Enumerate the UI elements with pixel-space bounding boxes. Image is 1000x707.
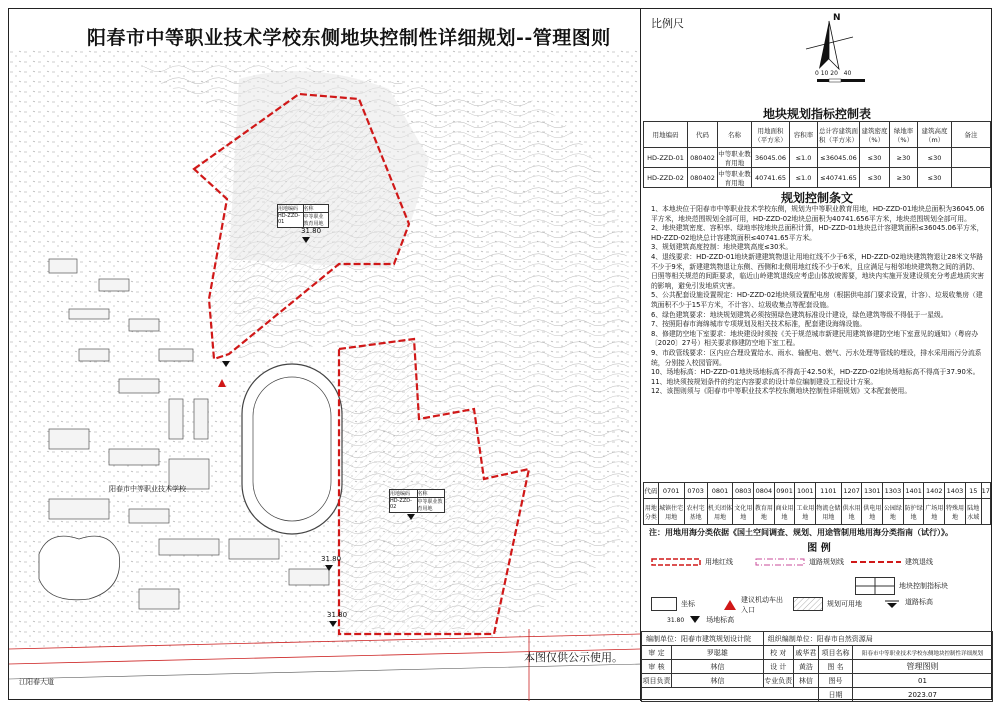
organizer-cell xyxy=(763,632,992,646)
ctrl-cell: ≤1.0 xyxy=(790,168,818,188)
right-panel xyxy=(641,9,993,701)
pool xyxy=(39,536,120,600)
review-label: 审 定 xyxy=(642,646,672,660)
name-cell: 工业用地 xyxy=(795,499,816,525)
legend-road-elev xyxy=(883,595,933,609)
elevation-label-a: 31.80 xyxy=(321,555,342,563)
ctrl-cell: ≤36045.06 xyxy=(818,148,860,168)
ctrl-cell: 中等职业教育用地 xyxy=(718,169,751,187)
scale-bar-icon xyxy=(817,79,865,82)
ctrl-header: 名称 xyxy=(718,122,752,148)
code-cell: 0901 xyxy=(774,483,795,499)
ctrl-header: 总计容建筑面积（平方米） xyxy=(818,122,860,148)
legend-site-elev-label: 场地标高 xyxy=(706,616,735,624)
clause-item: 1、本地块位于阳春市中等职业技术学校东侧，规划为中等职业教育用地，HD-ZZD-01地块总面积为36045.06平方米，地块范围规划全部可用，HD-ZZD-02地块总面积为40741.656平方米，地块范围规划全部可用。 xyxy=(651,205,985,223)
date: 2023.07 xyxy=(853,688,993,702)
title-block xyxy=(641,631,993,702)
clause-item: 5、公共配套设施设置规定：HD-ZZD-02地块须设置配电房（根据供电部门要求设置，计容）、垃圾收集房（建筑面积不少于15平方米，不计容）、垃圾收集点等配套设施。 xyxy=(651,291,983,309)
clause-item: 3、规划建筑高度控制：地块建筑高度≤30米。 xyxy=(651,243,793,252)
name-cell: 供水用地 xyxy=(841,499,862,525)
clause-item: 7、按照阳春市海绵城市专项规划及相关技术标准，配套建设海绵设施。 xyxy=(651,320,867,329)
ctrl-cell: ≤30 xyxy=(860,168,890,188)
legend-coord-label: 坐标 xyxy=(681,600,695,608)
plot-label-header-code: 用地编码 xyxy=(278,205,304,212)
legend-entrance-label: 建议机动车出入口 xyxy=(741,596,783,614)
ctrl-header: 绿地率（%） xyxy=(890,122,918,148)
control-table xyxy=(643,121,991,188)
ctrl-cell: 40741.65 xyxy=(752,168,790,188)
ctrl-header: 用地面积（平方米） xyxy=(752,122,790,148)
usable-land-icon xyxy=(793,597,823,611)
legend-road-elev-label: 道路标高 xyxy=(905,598,933,606)
boundary-line-icon xyxy=(651,558,701,566)
legend-usable xyxy=(793,597,862,611)
sheet-no-label: 图号 xyxy=(819,674,853,688)
ctrl-cell: 中等职业教育用地 xyxy=(718,149,751,167)
code-cell: 0801 xyxy=(707,483,733,499)
code-cell: 代码 xyxy=(644,483,659,499)
school-label: 阳春市中等职业技术学校 xyxy=(109,485,186,493)
plot-label-header-name-2: 名称 xyxy=(417,491,428,497)
plot-02-use: 中等职业教育用地 xyxy=(417,499,443,512)
ctrl-header: 代码 xyxy=(688,122,718,148)
approve-label: 项目负责 xyxy=(642,674,672,688)
code-cell: 1402 xyxy=(924,483,945,499)
code-cell: 15 xyxy=(965,483,981,499)
ctrl-header: 建筑高度（m） xyxy=(918,122,952,148)
elevation-label-c: 31.80 xyxy=(301,227,322,235)
legend-build-line xyxy=(851,557,933,567)
name-cell: 机关团体用地 xyxy=(707,499,733,525)
ctrl-cell: ≥30 xyxy=(890,148,918,168)
table-row xyxy=(644,168,991,188)
legend-elev-sample: 31.80 xyxy=(667,616,685,624)
name-cell: 防护绿地 xyxy=(903,499,924,525)
legend-build-line-label: 建筑退线 xyxy=(905,558,933,566)
north-label: N xyxy=(833,13,841,23)
project-label: 项目名称 xyxy=(819,646,853,660)
legend-usable-label: 规划可用地 xyxy=(827,600,862,608)
designer: 黄浩 xyxy=(793,660,818,674)
drawing-name: 管理图则 xyxy=(853,660,993,674)
clause-item: 9、市政管线要求：区内应合理设置给水、雨水、输配电、燃气、污水处理等管线的埋设，排水采用雨污分流系统，分别接入校园管网。 xyxy=(651,348,982,367)
road-edge xyxy=(9,664,641,679)
legend-road-line-label: 道路规划线 xyxy=(809,558,844,566)
scale-title: 比例尺 xyxy=(651,17,684,30)
ctrl-cell: 36045.06 xyxy=(752,148,790,168)
plot-01-code: HD-ZZD-01 xyxy=(278,213,304,227)
name-cell: 广场用地 xyxy=(924,499,945,525)
code-cell: 1001 xyxy=(795,483,816,499)
road-label: 江阳春大道 xyxy=(19,678,54,686)
ctrl-cell: ≥30 xyxy=(890,168,918,188)
name-cell: 供电用地 xyxy=(862,499,883,525)
date-label: 日期 xyxy=(819,688,853,702)
code-cell: 1401 xyxy=(903,483,924,499)
clause-item: 6、绿色建筑要求：地块规划建筑必须按照绿色建筑标准设计建设，绿色建筑等级不得低于一星级。 xyxy=(651,310,948,319)
legend-coord xyxy=(651,597,695,611)
clause-item: 8、修建防空地下室要求：地块建设时须按《关于规范城市新建民用建筑修建防空地下室意见的通知》（粤府办〔2020〕27号）相关要求修建防空地下室工程。 xyxy=(651,329,979,348)
clause-item: 10、场地标高：HD-ZZD-01地块场地标高不得高于42.50米，HD-ZZD-02地块场地标高不得高于37.90米。 xyxy=(651,368,980,377)
name-cell: 物流仓储用地 xyxy=(816,499,842,525)
plot-label-header-code-2: 用地编码 xyxy=(390,490,418,497)
design-label: 设 计 xyxy=(763,660,793,674)
compiler: 阳春市建筑规划设计院 xyxy=(681,634,751,643)
ctrl-header: 用地编码 xyxy=(644,122,688,148)
site-elevation-icon xyxy=(688,615,702,625)
code-cell: 0804 xyxy=(754,483,775,499)
clauses-list xyxy=(651,205,985,397)
plot-01-use: 中等职业教育用地 xyxy=(303,214,324,227)
legend-boundary-label: 用地红线 xyxy=(705,558,733,566)
code-cell: 0701 xyxy=(658,483,684,499)
ctrl-cell: 080402 xyxy=(688,148,718,168)
control-table-title: 地块规划指标控制表 xyxy=(762,107,871,121)
sheet-no: 01 xyxy=(853,674,993,688)
legend-entrance xyxy=(723,595,789,615)
clause-item: 4、退线要求：HD-ZZD-01地块新建建筑物退让用地红线不少于6米，HD-ZZD-02地块建筑物退让28米文华路不少于9米，新建建筑物退让东侧、西侧和北侧用地红线不少于6米，且应满足与相邻地块建筑物之间的消防、日照等相关规范的间距要求，临近山岭建筑退线应考虑山体放坡需要，地块内实施开发建设须充分考虑地质灾害的影响，避免引发地质灾害。 xyxy=(651,252,985,290)
code-cell: 1101 xyxy=(816,483,842,499)
code-cell: 1207 xyxy=(841,483,862,499)
classification-note: 注：用地用海分类依据《国土空间调查、规划、用途管制用地用海分类指南（试行）》。 xyxy=(649,528,953,537)
plot-label-icon xyxy=(855,577,895,595)
page-title: 阳春市中等职业技术学校东侧地块控制性详细规划--管理图则 xyxy=(87,27,611,49)
code-cell: 17 xyxy=(981,483,990,499)
drawing-name-label: 图 名 xyxy=(819,660,853,674)
check-label: 校 对 xyxy=(763,646,793,660)
table-row xyxy=(644,148,991,168)
ctrl-header: 备注 xyxy=(952,122,991,148)
name-cell: 商业用地 xyxy=(774,499,795,525)
code-cell: 0803 xyxy=(733,483,754,499)
ctrl-cell xyxy=(952,168,991,188)
legend-title: 图 例 xyxy=(807,543,831,554)
name-cell: 文化用地 xyxy=(733,499,754,525)
name-cell: 公园绿地 xyxy=(883,499,904,525)
ctrl-cell: ≤30 xyxy=(918,148,952,168)
land-use-code-table xyxy=(643,482,991,525)
north-arrow-scale xyxy=(641,9,993,101)
entrance-icon xyxy=(723,599,737,611)
ctrl-cell xyxy=(952,148,991,168)
code-cell: 1301 xyxy=(862,483,883,499)
plot-02-code: HD-ZZD-02 xyxy=(390,498,418,512)
ctrl-cell: HD-ZZD-02 xyxy=(644,168,688,188)
cad-label: 专业负责 xyxy=(763,674,793,688)
compiler-label: 编制单位： xyxy=(646,634,681,643)
organizer-label: 组织编制单位： xyxy=(767,634,817,643)
ctrl-header: 容积率 xyxy=(790,122,818,148)
legend-boundary xyxy=(651,557,733,567)
review2-label: 审 核 xyxy=(642,660,672,674)
name-cell: 特殊用地 xyxy=(945,499,966,525)
name-row xyxy=(644,499,991,525)
road-line-icon xyxy=(755,558,805,566)
name-cell: 城镇住宅用地 xyxy=(658,499,684,525)
reviewer: 罗聪雄 xyxy=(672,646,764,660)
drawing-sheet xyxy=(8,8,992,700)
legend-road-line xyxy=(755,557,844,567)
ctrl-cell: 080402 xyxy=(688,168,718,188)
name-cell: 教育用地 xyxy=(754,499,775,525)
approver: 林信 xyxy=(672,674,764,688)
name-cell: 用地分类 xyxy=(644,499,659,525)
running-track-inner xyxy=(253,377,331,521)
legend xyxy=(643,539,991,631)
organizer: 阳春市自然资源局 xyxy=(816,634,873,643)
compiler-cell xyxy=(642,632,764,646)
clause-item: 12、该图则须与《阳春市中等职业技术学校东侧地块控制性详细规划》文本配套使用。 xyxy=(651,387,912,396)
legend-site-elev xyxy=(667,615,734,625)
scale-ticks: 0 10 20 40 xyxy=(815,70,852,77)
code-cell: 1403 xyxy=(945,483,966,499)
build-line-icon xyxy=(851,558,901,566)
code-cell: 1303 xyxy=(883,483,904,499)
coordinate-icon xyxy=(651,597,677,611)
map-area xyxy=(9,9,641,701)
code-row xyxy=(644,483,991,499)
reviewer2: 林信 xyxy=(672,660,764,674)
clause-item: 2、地块建筑密度、容积率、绿地率按地块总面积计算，HD-ZZD-01地块总计容建筑面积≤36045.06平方米，HD-ZZD-02地块总计容建筑面积≤40741.65平方米。 xyxy=(651,224,984,242)
site-map xyxy=(9,9,641,701)
north-arrow-icon xyxy=(806,21,853,69)
name-cell: 陆地水域 xyxy=(965,499,981,525)
plot-02-label[interactable] xyxy=(389,489,445,513)
ctrl-cell: ≤30 xyxy=(918,168,952,188)
ctrl-cell: ≤30 xyxy=(860,148,890,168)
cad: 林信 xyxy=(793,674,818,688)
plot-label-header-name: 名称 xyxy=(303,206,314,212)
road-elevation-icon xyxy=(883,595,901,609)
ctrl-cell: HD-ZZD-01 xyxy=(644,148,688,168)
code-cell: 0703 xyxy=(684,483,707,499)
ctrl-header: 建筑密度（%） xyxy=(860,122,890,148)
clause-item: 11、地块须按规划条件的约定内容要求的设计单位编制建设工程设计方案。 xyxy=(651,377,878,386)
public-notice: 本图仅供公示使用。 xyxy=(524,651,623,664)
elevation-label-b: 31.80 xyxy=(327,611,348,619)
plot-01-label[interactable] xyxy=(277,204,329,228)
ctrl-cell: ≤1.0 xyxy=(790,148,818,168)
legend-plot-label xyxy=(855,577,948,595)
name-cell xyxy=(981,499,990,525)
checker: 戚华君 xyxy=(793,646,818,660)
name-cell: 农村宅基地 xyxy=(684,499,707,525)
clauses-title: 规划控制条文 xyxy=(780,191,853,205)
project-name: 阳春市中等职业技术学校东侧地块控制性详细规划 xyxy=(853,646,993,660)
signature-area xyxy=(642,688,819,702)
legend-plot-label-text: 地块控制指标块 xyxy=(899,582,948,590)
ctrl-cell: ≤40741.65 xyxy=(818,168,860,188)
